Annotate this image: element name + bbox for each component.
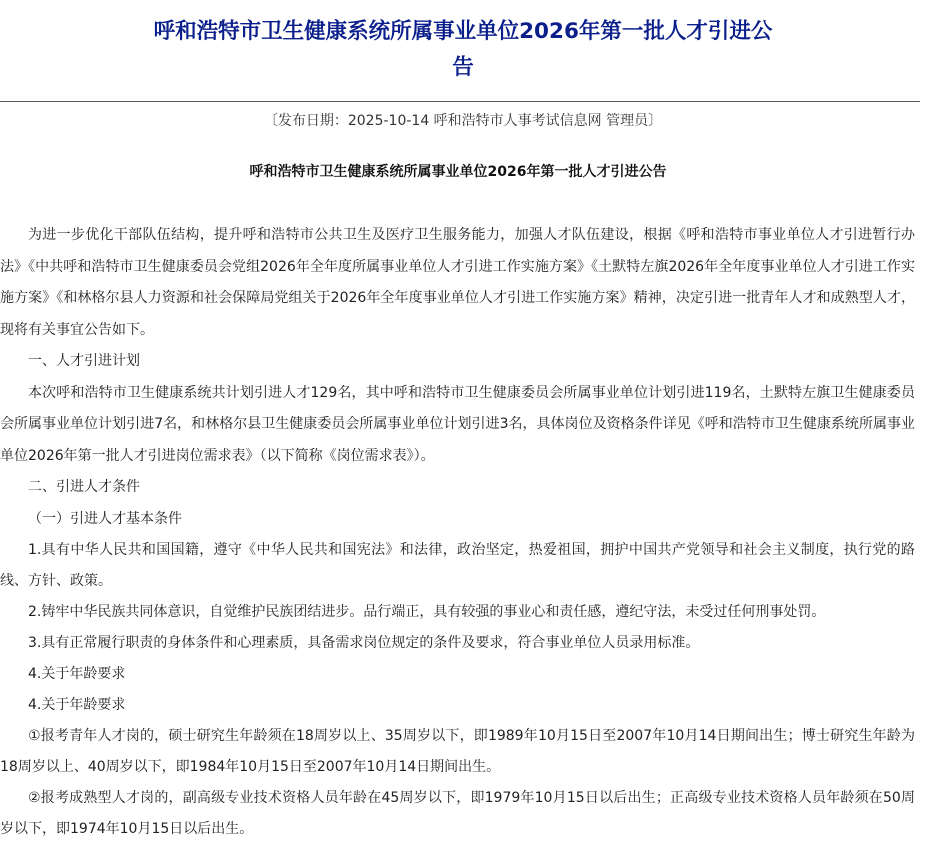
subsection-heading: （一）引进人才基本条件 [28, 510, 182, 527]
document-title-line2: 告 [452, 55, 474, 80]
section-heading: 二、引进人才条件 [28, 479, 140, 495]
section-heading: 一、人才引进计划 [28, 353, 140, 369]
condition-item: 4.关于年龄要求 [28, 666, 126, 682]
age-rule-item: ①报考青年人才岗的，硕士研究生年龄须在18周岁以上、35周岁以下，即1989年10月15日至2007年10月14日期间出生；博士研究生年龄为18周岁以上、40周岁以下，即1984年10月15日至2007年10月14日期间出生。 [0, 728, 915, 775]
document-title-line1: 呼和浩特市卫生健康系统所属事业单位2026年第一批人才引进公 [153, 19, 773, 44]
intro-paragraph: 为进一步优化干部队伍结构，提升呼和浩特市公共卫生及医疗卫生服务能力，加强人才队伍建设，根据《呼和浩特市事业单位人才引进暂行办法》《中共呼和浩特市卫生健康委员会党组2026年全年度所属事业单位人才引进工作实施方案》《土默特左旗2026年全年度事业单位人才引进工作实施方案》《和林格尔县人力资源和社会保障局党组关于2026年全年度事业单位人才引进工作实施方案》精神，决定引进一批青年人才和成熟型人才，现将有关事宜公告如下。 [0, 227, 915, 338]
plan-paragraph: 本次呼和浩特市卫生健康系统共计划引进人才129名，其中呼和浩特市卫生健康委员会所属事业单位计划引进119名，土默特左旗卫生健康委员会所属事业单位计划引进7名，和林格尔县卫生健康委员会所属事业单位计划引进3名，具体岗位及资格条件详见《呼和浩特市卫生健康系统所属事业单位2026年第一批人才引进岗位需求表》（以下简称《岗位需求表》）。 [0, 384, 915, 464]
condition-item: 2.铸牢中华民族共同体意识，自觉维护民族团结进步。品行端正，具有较强的事业心和责任感，遵纪守法，未受过任何刑事处罚。 [28, 604, 826, 620]
article-body [0, 220, 915, 845]
age-rule-item: ②报考成熟型人才岗的，副高级专业技术资格人员年龄在45周岁以下，即1979年10月15日以后出生；正高级专业技术资格人员年龄须在50周岁以下，即1974年10月15日以后出生。 [0, 790, 915, 837]
condition-item: 4.关于年龄要求 [28, 697, 126, 713]
document-title [0, 14, 926, 86]
document-subtitle: 呼和浩特市卫生健康系统所属事业单位2026年第一批人才引进公告 [249, 164, 667, 180]
condition-item: 3.具有正常履行职责的身体条件和心理素质，具备需求岗位规定的条件及要求，符合事业单位人员录用标准。 [28, 635, 700, 651]
title-divider [0, 101, 920, 102]
publish-meta: 〔发布日期：2025-10-14 呼和浩特市人事考试信息网 管理员〕 [263, 113, 663, 129]
condition-item: 1.具有中华人民共和国国籍，遵守《中华人民共和国宪法》和法律，政治坚定，热爱祖国，拥护中国共产党领导和社会主义制度，执行党的路线、方针、政策。 [0, 542, 915, 589]
